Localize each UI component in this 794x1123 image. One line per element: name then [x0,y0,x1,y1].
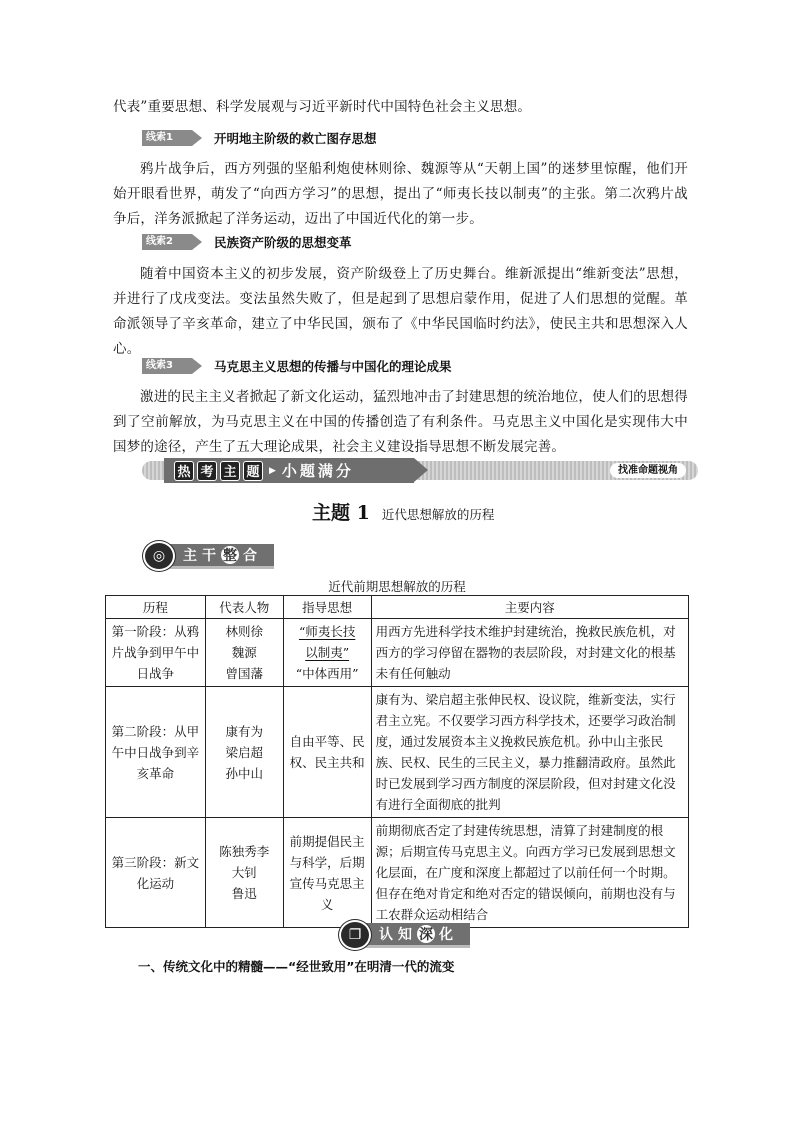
book-icon: ❐ [339,920,371,950]
clue-2-paragraph: 随着中国资本主义的初步发展，资产阶级登上了历史舞台。维新派提出“维新变法”思想，并进行了戊戌变法。变法虽然失败了，但是起到了思想启蒙作用，促进了人们思想的觉醒。革命派领导了辛亥革命，建立了中华民国，颁布了《中华民国临时约法》，使民主共和思想深入人心。 [113,266,688,357]
banner-char-4: 题 [243,461,263,481]
cell-stage: 第一阶段：从鸦片战争到甲午中日战争 [106,619,206,687]
cell-people [205,687,283,818]
person: 鲁迅 [231,886,257,901]
clue-1-paragraph: 鸦片战争后，西方列强的坚船利炮使林则徐、魏源等从“天朝上国”的迷梦里惊醒，他们开始开眼看世界，萌发了“向西方学习”的思想，提出了“师夷长技以制夷”的主张。第二次鸦片战争后，洋务派掀起了洋务运动，迈出了中国近代化的第一步。 [113,161,688,227]
section-main-integration [143,543,274,569]
table-caption: 近代前期思想解放的历程 [328,579,466,594]
section-main-label-post: 合 [243,547,262,564]
section-main-label [169,544,274,569]
person: 大钊 [231,865,257,880]
cell-stage: 第二阶段：从甲午中日战争到辛亥革命 [106,687,206,818]
section-deepen-understanding [339,922,470,948]
clue-1-heading [142,129,377,147]
section-deepen-label-em: 深 [419,926,433,943]
cell-people [205,818,283,928]
table-row [106,687,689,818]
cell-content: 康有为、梁启超主张伸民权、设议院，维新变法，实行君主立宪。不仅要学习西方科学技术，还要学习政治制度，通过发展资本主义挽救民族危机。孙中山主张民族、民权、民生的三民主义，暴力推翻清政府。虽然此时已发展到学习西方制度的深层阶段，但对封建文化没有进行全面彻底的批判 [371,687,688,818]
clue-2-heading [142,233,352,251]
intro-line: 代表”重要思想、科学发展观与习近平新时代中国特色社会主义思想。 [113,99,532,115]
clue-3-tag: 线索3 [142,358,192,374]
person: 曾国藩 [225,666,264,681]
clue-3-paragraph: 激进的民主主义者掀起了新文化运动，猛烈地冲击了封建思想的统治地位，使人们的思想得到了空前解放，为马克思主义在中国的传播创造了有利条件。马克思主义中国化是实现伟大中国梦的途径，产生了五大理论成果，社会主义建设指导思想不断发展完善。 [113,389,688,455]
person: 林则徐 [225,624,264,639]
topic-subtitle: 近代思想解放的历程 [381,507,495,522]
cell-content: 用西方先进科学技术维护封建统治，挽救民族危机，对西方的学习停留在器物的表层阶段，对封建文化的根基未有任何触动 [371,619,688,687]
person: 梁启超 [225,744,264,760]
section-deepen-label-pre: 认知 [379,926,417,943]
table-row [106,619,689,687]
clue-3-title: 马克思主义思想的传播与中国化的理论成果 [214,359,452,374]
table-header-row [106,596,689,619]
banner-char-3: 主 [220,461,240,481]
idea-line: “中体西用” [295,666,359,681]
idea-line: “师夷长技 [298,624,356,639]
clue-2-title: 民族资产阶级的思想变革 [214,235,352,250]
clue-1-title: 开明地主阶级的救亡图存思想 [214,131,377,146]
banner-right-label: 找准命题视角 [610,463,686,478]
cell-idea [283,619,371,687]
triangle-right-icon: ▶ [269,465,276,476]
history-table [105,595,689,928]
clue-1-tag: 线索1 [142,130,192,146]
topic-title: 主题 1 [312,502,370,524]
banner-subtitle: 小题满分 [281,462,354,480]
header-stage: 历程 [106,596,206,619]
header-idea: 指导思想 [283,596,371,619]
hot-topic-banner [142,458,698,483]
clue-3-heading [142,357,452,375]
person: 魏源 [231,645,257,660]
person: 康有为 [225,723,264,739]
cell-idea: 前期提倡民主与科学，后期宣传马克思主义 [283,818,371,928]
person: 陈独秀李 [219,844,270,859]
section-deepen-label [365,923,470,948]
person: 孙中山 [225,765,264,781]
idea-line: 以制夷” [305,645,350,660]
topic-heading [312,498,494,525]
section-deepen-label-post: 化 [439,926,458,943]
subsection-heading: 一、传统文化中的精髓——“经世致用”在明清一代的流变 [138,959,455,974]
section-main-label-pre: 主干 [183,547,221,564]
cell-people [205,619,283,687]
header-people: 代表人物 [205,596,283,619]
target-icon: ◎ [143,541,175,571]
banner-char-2: 考 [197,461,217,481]
clue-2-tag: 线索2 [142,234,192,250]
section-main-label-em: 整 [223,547,237,564]
banner-main [164,458,414,483]
cell-stage: 第三阶段：新文化运动 [106,818,206,928]
table-row [106,818,689,928]
cell-content: 前期彻底否定了封建传统思想，清算了封建制度的根源；后期宣传马克思主义。向西方学习已发展到思想文化层面，在广度和深度上都超过了以前任何一个时期。但存在绝对肯定和绝对否定的错误倾向，前期也没有与工农群众运动相结合 [371,818,688,928]
banner-char-1: 热 [174,461,194,481]
header-content: 主要内容 [371,596,688,619]
cell-idea: 自由平等、民权、民主共和 [283,687,371,818]
